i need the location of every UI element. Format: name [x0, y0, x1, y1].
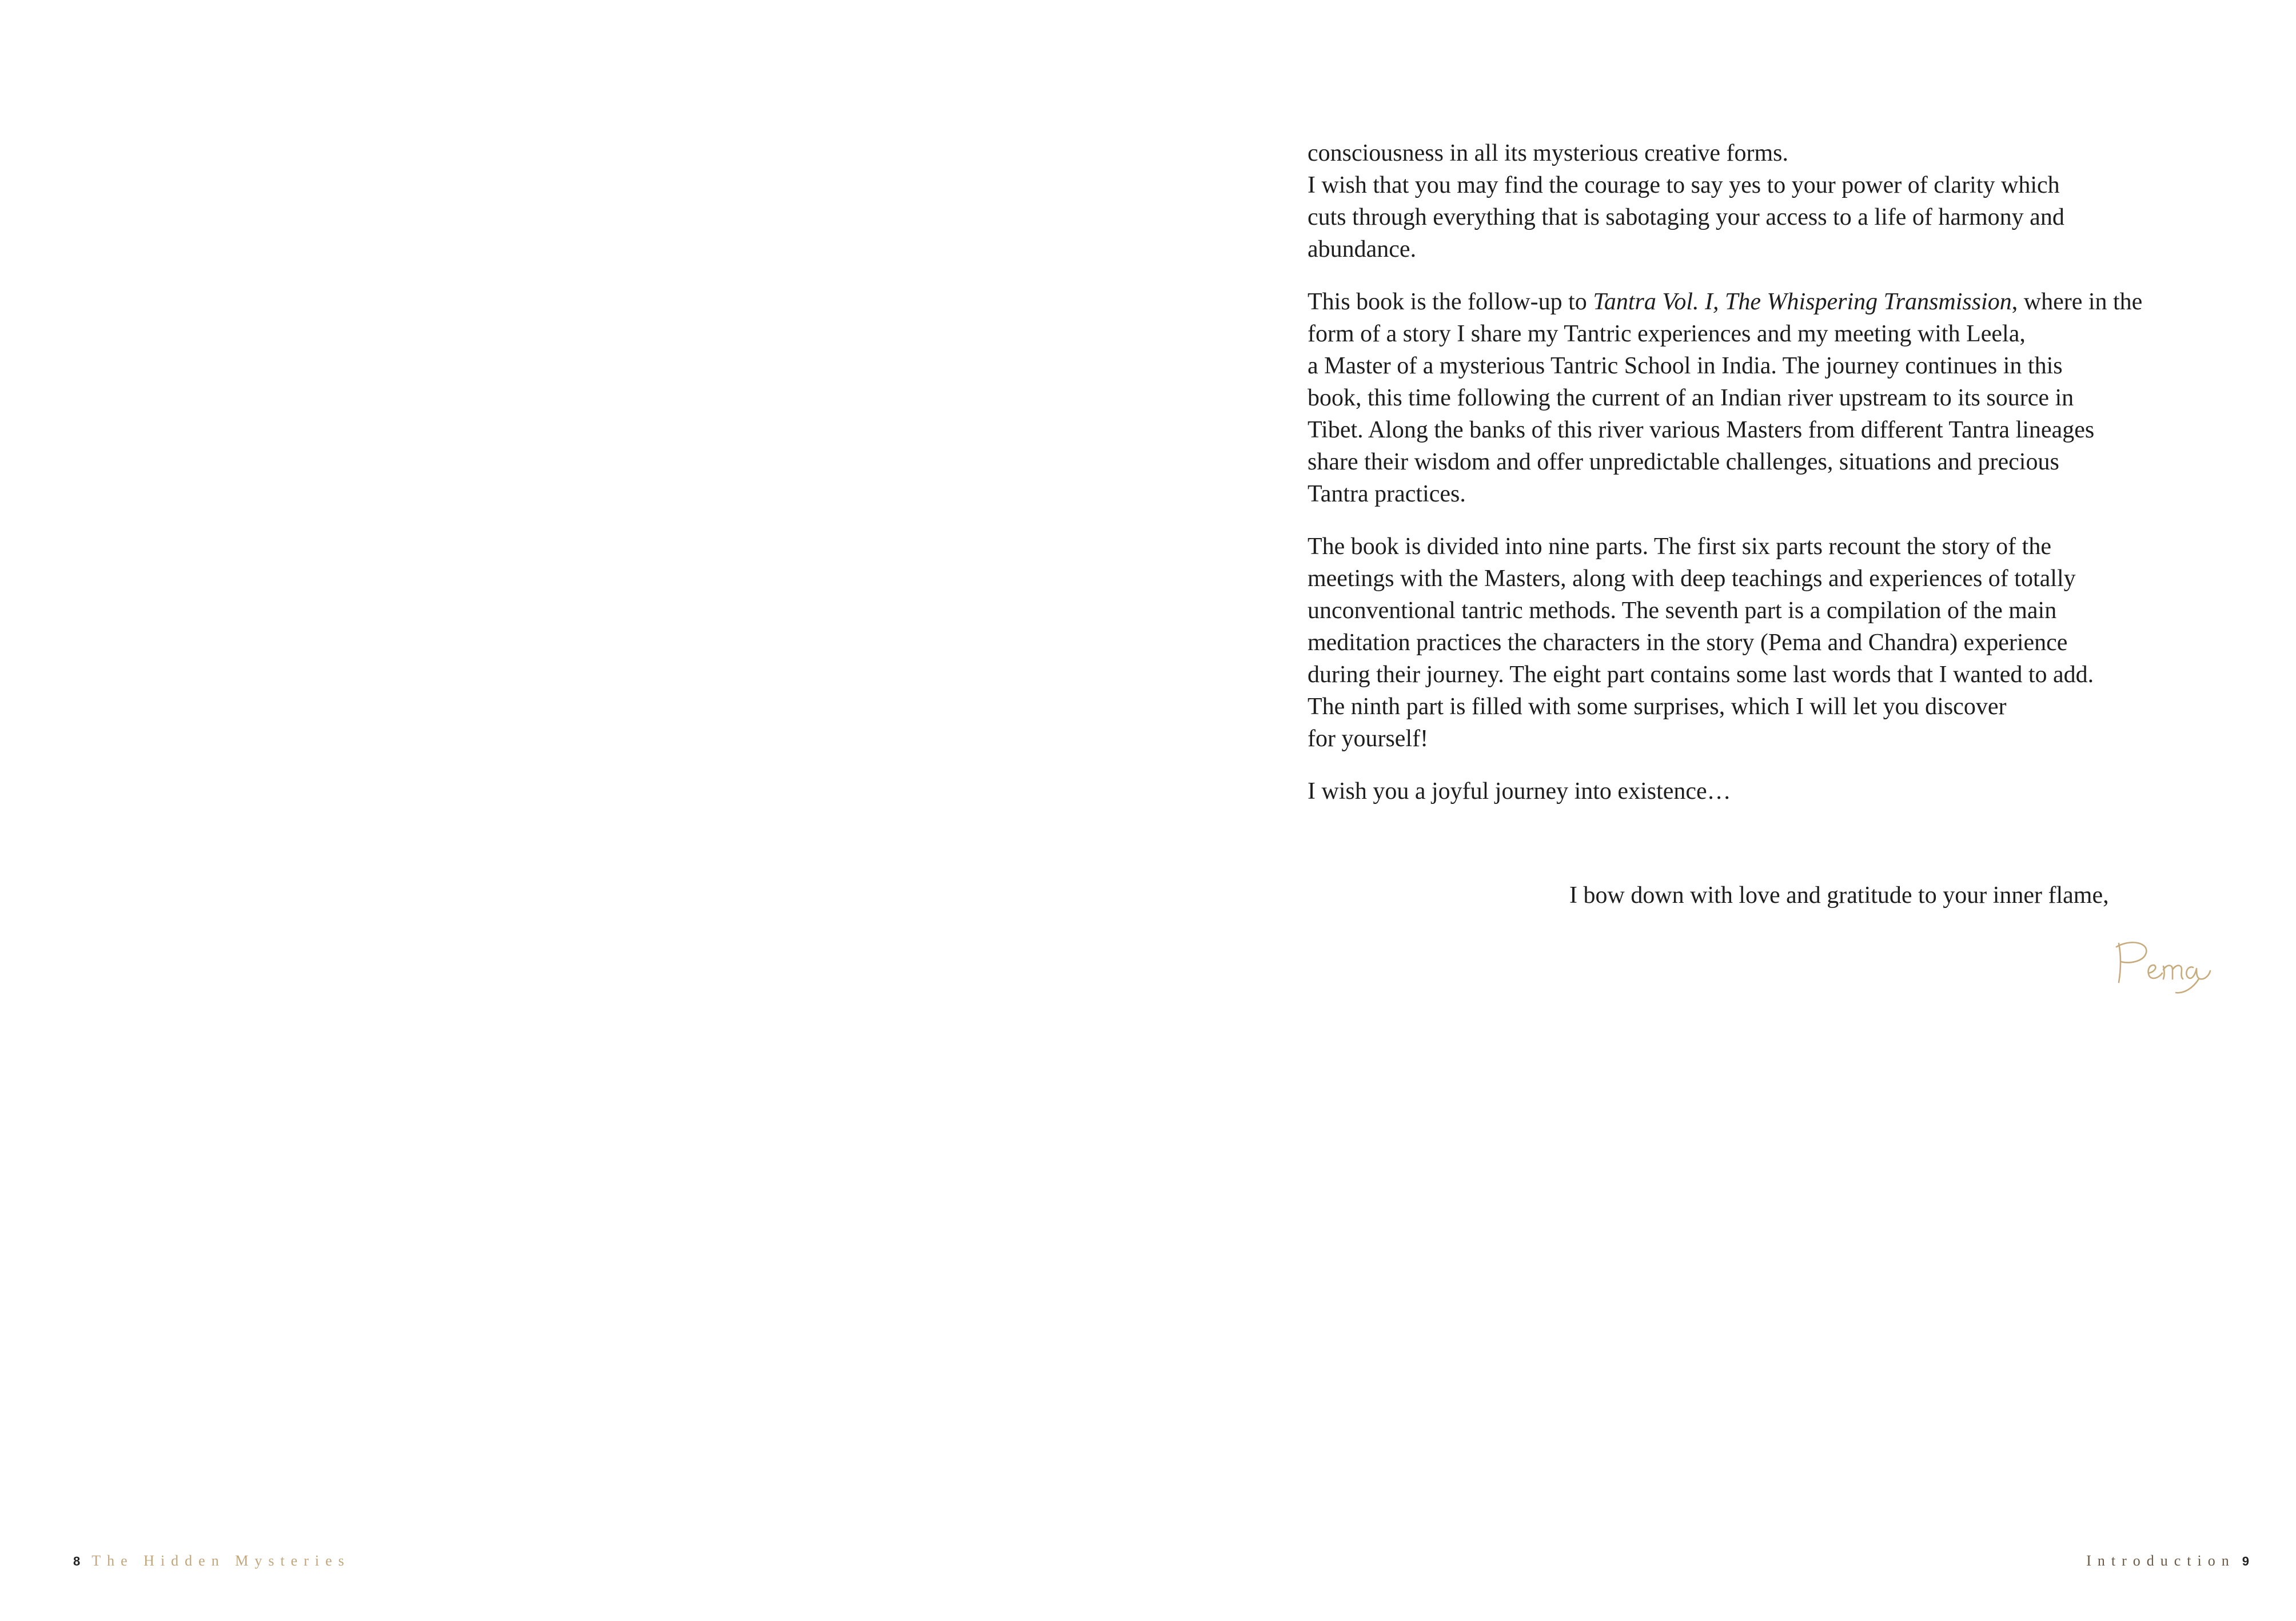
text-line: The book is divided into nine parts. The first six parts recount the story of the	[1308, 533, 2051, 560]
text-line: for yourself!	[1308, 726, 1429, 752]
footer-right	[2086, 1552, 2249, 1570]
text-line: consciousness in all its mysterious creative forms.	[1308, 140, 1789, 166]
text-line: cuts through everything that is sabotaging your access to a life of harmony and	[1308, 204, 2064, 230]
text-line: a Master of a mysterious Tantric School in India. The journey continues in this	[1308, 353, 2063, 379]
running-title-left: The Hidden Mysteries	[91, 1552, 350, 1569]
text-line: during their journey. The eight part contains some last words that I wanted to add.	[1308, 662, 2094, 688]
page-number-left: 8	[73, 1554, 81, 1568]
footer-left	[73, 1552, 350, 1570]
text-line: The ninth part is filled with some surprises, which I will let you discover	[1308, 694, 2007, 720]
text-line: Tibet. Along the banks of this river various Masters from different Tantra lineages	[1308, 417, 2095, 443]
paragraph-4	[1308, 775, 2177, 807]
text-line: unconventional tantric methods. The seventh part is a compilation of the main	[1308, 598, 2057, 624]
paragraph-3	[1308, 531, 2177, 755]
text-line: share their wisdom and offer unpredictable challenges, situations and precious	[1308, 449, 2059, 475]
signature-pema	[2113, 938, 2216, 1001]
text-line: meetings with the Masters, along with deep teachings and experiences of totally	[1308, 565, 2076, 592]
text-line: Tantra practices.	[1308, 481, 1466, 507]
running-title-right: Introduction	[2086, 1552, 2235, 1569]
page-number-right: 9	[2242, 1554, 2249, 1568]
paragraph-1	[1308, 137, 2177, 265]
paragraph-2	[1308, 286, 2177, 510]
text-line: I wish you a joyful journey into existence…	[1308, 778, 1731, 804]
text-line: abundance.	[1308, 236, 1417, 262]
text-line: I wish that you may find the courage to say yes to your power of clarity which	[1308, 172, 2060, 198]
book-title-italic: Tantra Vol. I, The Whispering Transmission	[1593, 289, 2012, 315]
text-fragment: , where in the	[2011, 289, 2143, 315]
signature-graphic	[2113, 938, 2216, 1001]
closing-line: I bow down with love and gratitude to your inner flame,	[1569, 882, 2109, 909]
text-line: meditation practices the characters in the story (Pema and Chandra) experience	[1308, 630, 2068, 656]
text-fragment: This book is the follow-up to	[1308, 289, 1593, 315]
text-line: book, this time following the current of an Indian river upstream to its source in	[1308, 385, 2074, 411]
body-text	[1308, 137, 2177, 828]
text-line: form of a story I share my Tantric experiences and my meeting with Leela,	[1308, 321, 2026, 347]
text-line	[1308, 286, 2177, 318]
